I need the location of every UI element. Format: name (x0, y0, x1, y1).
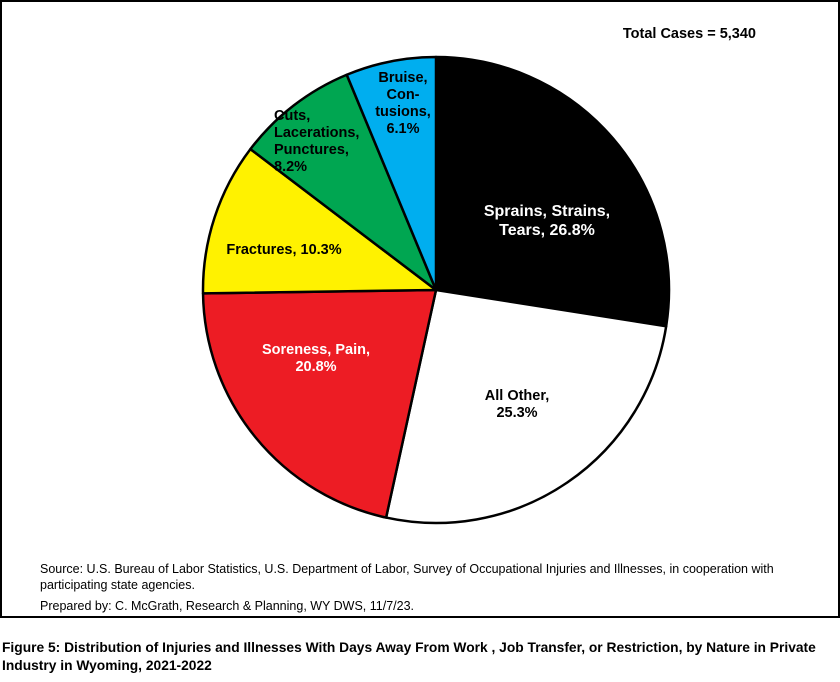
slice-label-bruise: Bruise, Con- tusions, 6.1% (375, 70, 431, 137)
slice-label-fractures: Fractures, 10.3% (226, 242, 342, 258)
slice-label-cuts: Cuts, Lacerations, Punctures, 8.2% (274, 108, 360, 175)
slice-label-sprains: Sprains, Strains, Tears, 26.8% (483, 203, 611, 239)
prepared-by-note: Prepared by: C. McGrath, Research & Planning, WY DWS, 11/7/23. (40, 599, 415, 613)
source-note: Source: U.S. Bureau of Labor Statistics, U.S. Department of Labor, Survey of Occupational Injuries and Illnesses, in cooperation with participating state agencies. (40, 562, 774, 592)
pie-slice-sprains-strains-tears (436, 57, 669, 326)
figure-caption: Figure 5: Distribution of Injuries and Illnesses With Days Away From Work , Job Transfer, or Restriction, by Nature in Private Industry in Wyoming, 2021-2022 (2, 640, 816, 673)
slice-label-all-other: All Other, 25.3% (484, 388, 550, 421)
total-cases-label: Total Cases = 5,340 (622, 26, 756, 42)
slice-label-soreness: Soreness, Pain, 20.8% (262, 342, 370, 375)
